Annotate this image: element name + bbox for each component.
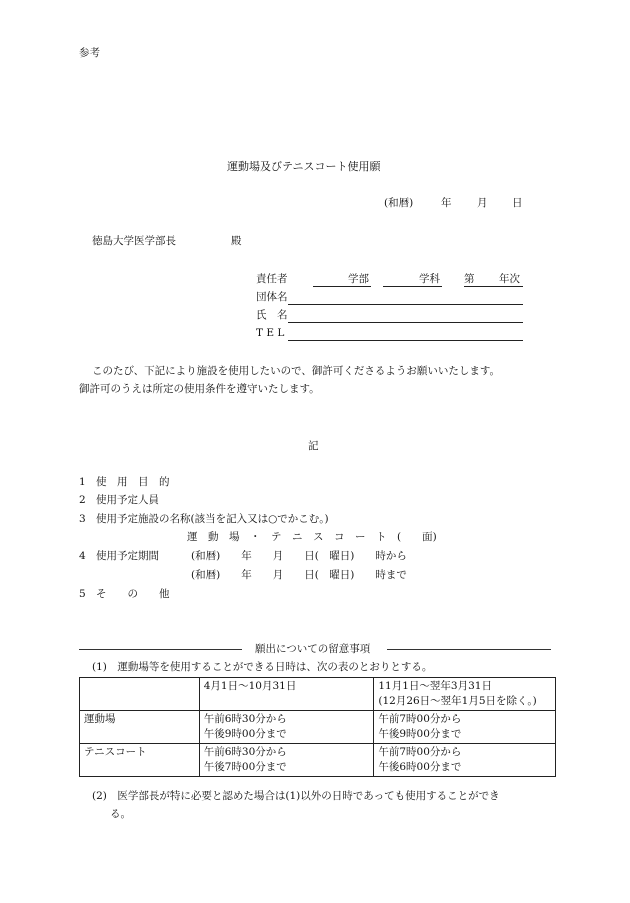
date-day: 日 (512, 197, 523, 209)
item-people-label: 使用予定人員 (96, 494, 159, 506)
item-period-label: 使用予定期間 (96, 550, 159, 562)
request-text-line1: このたび、下記により施設を使用したいので、御許可くださるようお願いいたします。 (92, 365, 501, 377)
item-number-2: 2 (79, 494, 86, 506)
faculty-label: 学部 (348, 273, 369, 285)
page-title: 運動場及びテニスコート使用願 (227, 160, 381, 173)
date-year: 年 (441, 197, 452, 209)
group-field[interactable] (288, 304, 523, 305)
note-2-line1: (2) 医学部長が特に必要と認めた場合は(1)以外の日時であっても使用することができ (92, 790, 500, 802)
department-field[interactable] (383, 286, 442, 287)
table-row (80, 744, 556, 777)
faculty-field[interactable] (313, 286, 371, 287)
item-number-3: 3 (79, 513, 86, 525)
table-cell: 午前7時00分から 午後6時00分まで (374, 744, 556, 777)
addressee-honorific: 殿 (231, 235, 242, 247)
table-cell: 運動場 (80, 711, 200, 744)
table-cell: 11月1日～翌年3月31日 (12月26日～翌年1月5日を除く。) (374, 678, 556, 711)
note-1: (1) 運動場等を使用することができる日時は、次の表のとおりとする。 (92, 661, 433, 673)
divider-left (79, 649, 242, 650)
date-era: (和暦) (384, 197, 414, 209)
divider-right (387, 649, 551, 650)
table-cell: 午前6時30分から 午後9時00分まで (199, 711, 374, 744)
item-other-label: そ の 他 (96, 588, 170, 600)
ki-label: 記 (308, 440, 319, 452)
table-cell: 4月1日～10月31日 (199, 678, 374, 711)
department-label: 学科 (419, 273, 440, 285)
usage-hours-table (79, 677, 556, 777)
table-cell: テニスコート (80, 744, 200, 777)
reference-label: 参考 (79, 47, 100, 59)
item-number-4: 4 (79, 550, 86, 562)
table-header-row (80, 678, 556, 711)
date-month: 月 (477, 197, 488, 209)
period-to[interactable]: (和暦) 年 月 日( 曜日) 時まで (191, 569, 407, 581)
table-cell: 午前6時30分から 午後7時00分まで (199, 744, 374, 777)
tel-field[interactable] (288, 340, 523, 341)
responsible-label: 責任者 (256, 273, 288, 285)
grade-suffix: 年次 (499, 273, 520, 285)
item-purpose-label: 使 用 目 的 (96, 476, 170, 488)
table-cell (80, 678, 200, 711)
period-from[interactable]: (和暦) 年 月 日( 曜日) 時から (191, 550, 407, 562)
name-label: 氏 名 (256, 309, 288, 321)
notes-heading: 願出についての留意事項 (255, 643, 371, 655)
item-facility-label: 使用予定施設の名称(該当を記入又は○でかこむ。) (96, 513, 329, 525)
grade-prefix: 第 (464, 273, 475, 285)
table-row (80, 711, 556, 744)
facility-choice[interactable]: 運 動 場 ・ テ ニ ス コ ー ト ( 面) (187, 531, 437, 543)
table-cell: 午前7時00分から 午後9時00分まで (374, 711, 556, 744)
addressee-name: 徳島大学医学部長 (92, 235, 176, 247)
group-label: 団体名 (256, 291, 288, 303)
note-2-line2: る。 (110, 808, 131, 820)
item-number-1: 1 (79, 476, 86, 488)
grade-field[interactable] (464, 286, 523, 287)
name-field[interactable] (288, 322, 523, 323)
request-text-line2: 御許可のうえは所定の使用条件を遵守いたします。 (79, 383, 320, 395)
item-number-5: 5 (79, 588, 86, 600)
tel-label: T E L (256, 327, 285, 339)
